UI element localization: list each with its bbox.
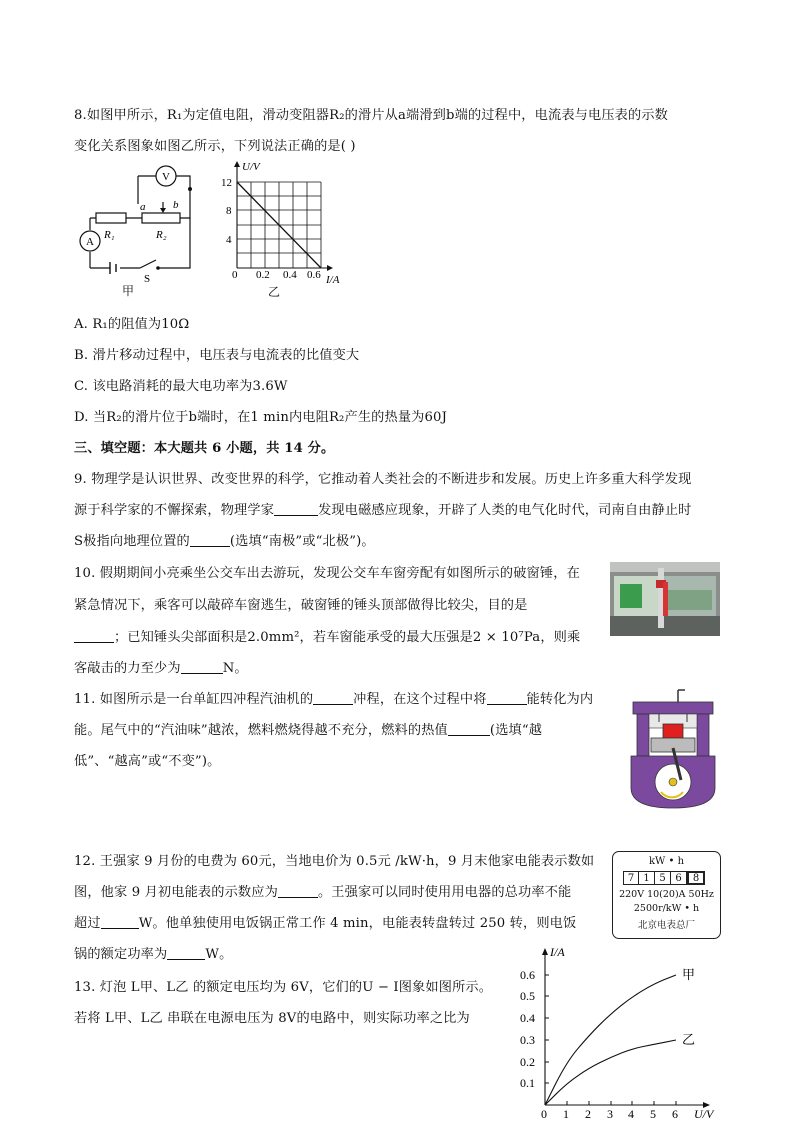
section-heading: 三、填空题：本大题共 6 小题，共 14 分。 <box>74 441 335 456</box>
q8-option-b: B. 滑片移动过程中，电压表与电流表的比值变大 <box>74 348 360 363</box>
meter-digits <box>623 871 705 885</box>
yi-y-tick: 8 <box>226 205 232 217</box>
meter-unit: kW • h <box>648 856 685 867</box>
answer-blank[interactable] <box>313 691 353 705</box>
label-a: a <box>140 201 146 213</box>
q12-line2: 图，他家 9 月初电能表的示数应为 。王强家可以同时使用用电器的总功率不能 <box>74 885 572 900</box>
lamp-graph-y-tick: 0.3 <box>520 1033 535 1047</box>
answer-blank[interactable] <box>101 915 139 929</box>
lamp-graph-y-tick: 0.6 <box>520 968 535 982</box>
yi-x-tick: 0.6 <box>307 269 321 281</box>
lamp-graph-y-tick: 0.1 <box>520 1076 535 1090</box>
answer-blank[interactable] <box>74 629 114 643</box>
lamp-graph-x-tick: 3 <box>607 1107 613 1120</box>
q10-line2: 紧急情况下，乘客可以敲碎车窗逃生，破窗锤的锤头顶部做得比较尖，目的是 <box>74 598 528 613</box>
label-yi: 乙 <box>682 1032 696 1047</box>
yi-y-tick: 4 <box>226 234 232 246</box>
lamp-graph-x-tick: 5 <box>650 1107 656 1120</box>
q8-option-a: A. R₁的阻值为10Ω <box>74 317 190 332</box>
yi-x-axis-label: I/A <box>326 274 340 286</box>
yi-x-tick: 0.2 <box>256 269 270 281</box>
q10-line3: ；已知锤头尖部面积是2.0mm²，若车窗能承受的最大压强是2 × 10⁷Pa，则乘 <box>74 626 580 645</box>
label-s: S <box>144 273 151 285</box>
q10-line1: 10. 假期期间小亮乘坐公交车出去游玩，发现公交车车窗旁配有如图所示的破窗锤，在 <box>74 566 580 581</box>
q13-line1: 13. 灯泡 L甲、L乙 的额定电压均为 6V，它们的U − I图象如图所示。 <box>74 980 493 995</box>
q9-line3: S极指向地理位置的 (选填“南极”或“北极”)。 <box>74 534 375 549</box>
q11-line3: 低”、“越高”或“不变”)。 <box>74 754 221 769</box>
gasoline-engine-diagram <box>623 688 723 813</box>
figure-yi-caption: 乙 <box>268 285 281 299</box>
q9-line2: 源于科学家的不懈探索，物理学家 发现电磁感应现象，开辟了人类的电气化时代，司南自由静止时 <box>74 503 692 518</box>
answer-blank[interactable] <box>448 722 490 736</box>
figure-jia-caption: 甲 <box>122 284 135 298</box>
answer-blank[interactable] <box>278 884 318 898</box>
circuit-diagram-jia <box>70 158 200 288</box>
q8-line1: 8.如图甲所示，R₁为定值电阻，滑动变阻器R₂的滑片从a端滑到b端的过程中，电流表与电压表的示数 <box>74 108 669 123</box>
answer-blank[interactable] <box>190 533 230 547</box>
meter-digit: 1 <box>639 871 655 885</box>
meter-digit-decimal: 8 <box>687 871 705 885</box>
q12-line1: 12. 王强家 9 月份的电费为 60元，当地电价为 0.5元 /kW·h，9 月末他家电能表示数如 <box>74 854 595 869</box>
yi-x-tick: 0.4 <box>283 269 297 281</box>
yi-y-tick: 12 <box>221 177 232 189</box>
q8-option-d: D. 当R₂的滑片位于b端时，在1 min内电阻R₂产生的热量为60J <box>74 410 448 425</box>
yi-x-tick: 0 <box>232 269 238 281</box>
yi-y-axis-label: U/V <box>242 161 260 173</box>
lamp-graph-x-tick: 4 <box>628 1107 634 1120</box>
q12-line4: 锅的额定功率为 W。 <box>74 947 233 962</box>
lamp-graph-x-tick: 0 <box>541 1107 547 1120</box>
q11-line1: 11. 如图所示是一台单缸四冲程汽油机的 冲程，在这个过程中将 能转化为内 <box>74 692 594 707</box>
lamp-graph-x-tick: 6 <box>672 1107 678 1120</box>
series-yi-curve <box>545 1040 676 1105</box>
label-b: b <box>173 199 179 211</box>
meter-spec: 220V 10(20)A 50Hz <box>619 889 714 900</box>
lamp-ui-graph <box>510 940 730 1120</box>
answer-blank[interactable] <box>274 502 318 516</box>
voltmeter-label: V <box>162 171 170 183</box>
label-r2: R₂ <box>156 229 167 241</box>
lamp-graph-y-tick: 0.4 <box>520 1011 535 1025</box>
q8-line2: 变化关系图象如图乙所示，下列说法正确的是( ) <box>74 139 356 154</box>
q12-line3: 超过 W。他单独使用电饭锅正常工作 4 min，电能表转盘转过 250 转，则电饭 <box>74 916 577 931</box>
bus-window-hammer-photo <box>610 562 720 636</box>
q10-line4: 客敲击的力至少为 N。 <box>74 661 248 676</box>
ui-graph-yi <box>218 158 368 293</box>
q13-line2: 若将 L甲、L乙 串联在电源电压为 8V的电路中，则实际功率之比为 <box>74 1011 470 1026</box>
lamp-graph-y-tick: 0.5 <box>520 989 535 1003</box>
meter-digit: 7 <box>623 871 639 885</box>
lamp-graph-x-tick: 1 <box>563 1107 569 1120</box>
lamp-graph-x-axis: U/V <box>694 1107 714 1120</box>
q9-line1: 9. 物理学是认识世界、改变世界的科学，它推动着人类社会的不断进步和发展。历史上许多重大科学发现 <box>74 472 692 487</box>
answer-blank[interactable] <box>487 691 527 705</box>
energy-meter <box>612 851 721 939</box>
meter-rev: 2500r/kW • h <box>633 903 700 914</box>
meter-digit: 6 <box>671 871 687 885</box>
lamp-graph-y-axis: I/A <box>550 945 565 959</box>
q11-line2: 能。尾气中的“汽油味”越浓，燃料燃烧得越不充分，燃料的热值 (选填“越 <box>74 723 543 738</box>
label-jia: 甲 <box>682 967 696 982</box>
label-r1: R₁ <box>104 229 115 241</box>
meter-maker: 北京电表总厂 <box>637 920 695 931</box>
lamp-graph-y-tick: 0.2 <box>520 1055 535 1069</box>
meter-digit: 5 <box>655 871 671 885</box>
lamp-graph-x-tick: 2 <box>585 1107 591 1120</box>
answer-blank[interactable] <box>167 946 205 960</box>
ammeter-label: A <box>86 236 94 248</box>
q8-option-c: C. 该电路消耗的最大电功率为3.6W <box>74 379 288 394</box>
answer-blank[interactable] <box>181 660 223 674</box>
